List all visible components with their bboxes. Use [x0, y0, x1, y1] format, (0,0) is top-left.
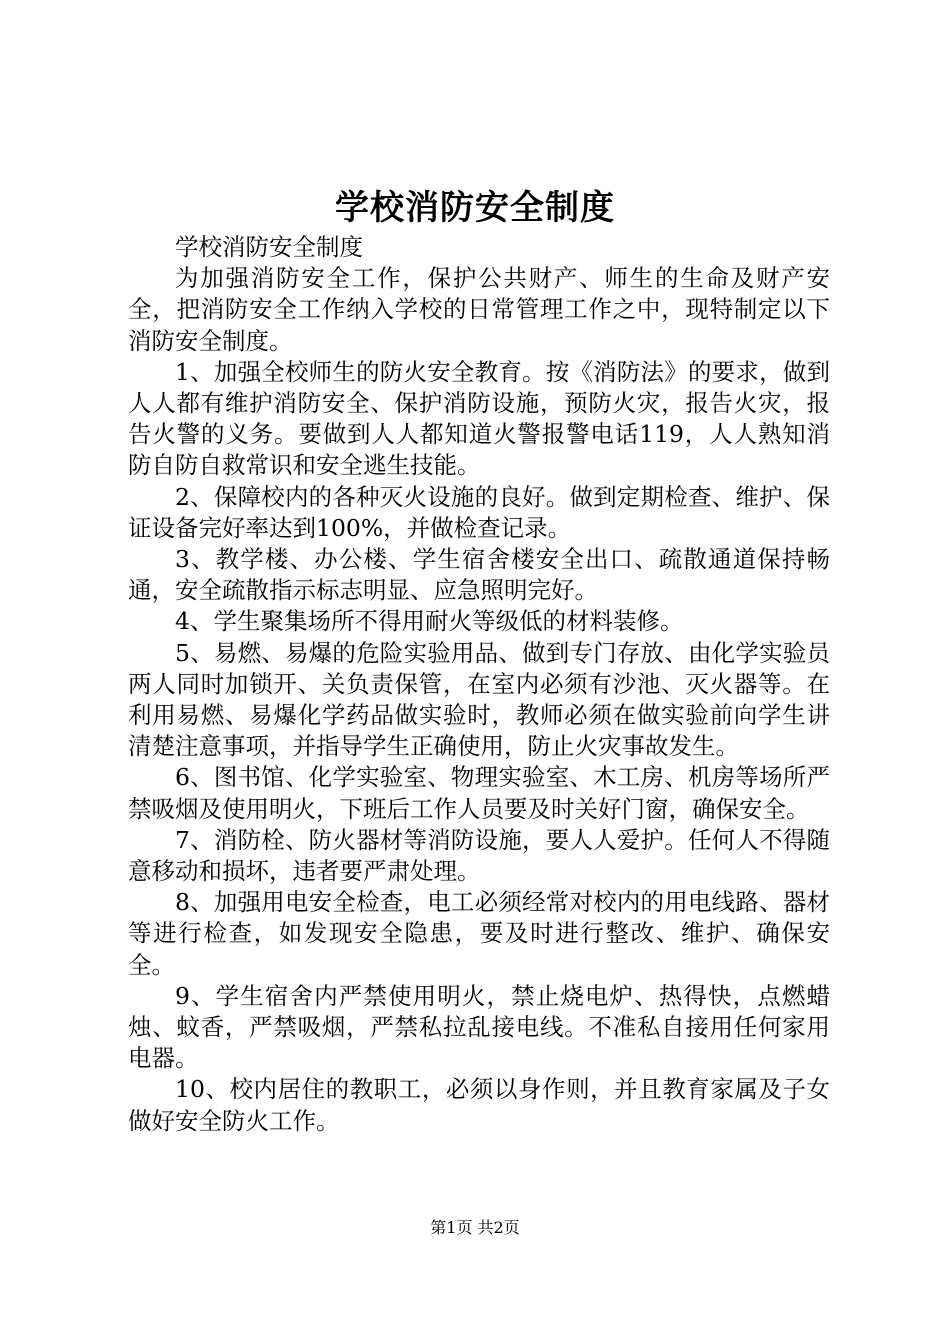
paragraph-item-2: 2、保障校内的各种灭火设施的良好。做到定期检查、维护、保证设备完好率达到100%，并做检查记录。: [128, 482, 830, 542]
paragraph-item-9: 9、学生宿舍内严禁使用明火，禁止烧电炉、热得快，点燃蜡烛、蚊香，严禁吸烟，严禁私拉乱接电线。不准私自接用任何家用电器。: [128, 981, 830, 1073]
paragraph-item-8: 8、加强用电安全检查，电工必须经常对校内的用电线路、器材等进行检查，如发现安全隐患，要及时进行整改、维护、确保安全。: [128, 888, 830, 979]
document-title: 学校消防安全制度: [335, 188, 615, 228]
paragraph-item-5: 5、易燃、易爆的危险实验用品、做到专门存放、由化学实验员两人同时加锁开、关负责保管，在室内必须有沙池、灭火器等。在利用易燃、易爆化学药品做实验时，教师必须在做实验前向学生讲清楚注意事项，并指导学生正确使用，防止火灾事故发生。: [128, 638, 830, 761]
paragraph-item-4: 4、学生聚集场所不得用耐火等级低的材料装修。: [175, 607, 684, 636]
page-footer: 第1页 共2页: [430, 1218, 520, 1237]
paragraph-item-3: 3、教学楼、办公楼、学生宿舍楼安全出口、疏散通道保持畅通，安全疏散指示标志明显、应急照明完好。: [128, 545, 830, 605]
paragraph-item-1: 1、加强全校师生的防火安全教育。按《消防法》的要求，做到人人都有维护消防安全、保护消防设施，预防火灾，报告火灾，报告火警的义务。要做到人人都知道火警报警电话119，人人熟知消防自防自救常识和安全逃生技能。: [128, 357, 830, 480]
paragraph-intro: 为加强消防安全工作，保护公共财产、师生的生命及财产安全，把消防安全工作纳入学校的日常管理工作之中，现特制定以下消防安全制度。: [128, 264, 830, 355]
paragraph-item-7: 7、消防栓、防火器材等消防设施，要人人爱护。任何人不得随意移动和损坏，违者要严肃处理。: [128, 825, 830, 886]
paragraph-item-6: 6、图书馆、化学实验室、物理实验室、木工房、机房等场所严禁吸烟及使用明火，下班后工作人员要及时关好门窗，确保安全。: [128, 763, 830, 823]
paragraph-subtitle: 学校消防安全制度: [175, 233, 363, 261]
document-body: [128, 232, 830, 1137]
paragraph-item-10: 10、校内居住的教职工，必须以身作则，并且教育家属及子女做好安全防火工作。: [128, 1075, 830, 1135]
